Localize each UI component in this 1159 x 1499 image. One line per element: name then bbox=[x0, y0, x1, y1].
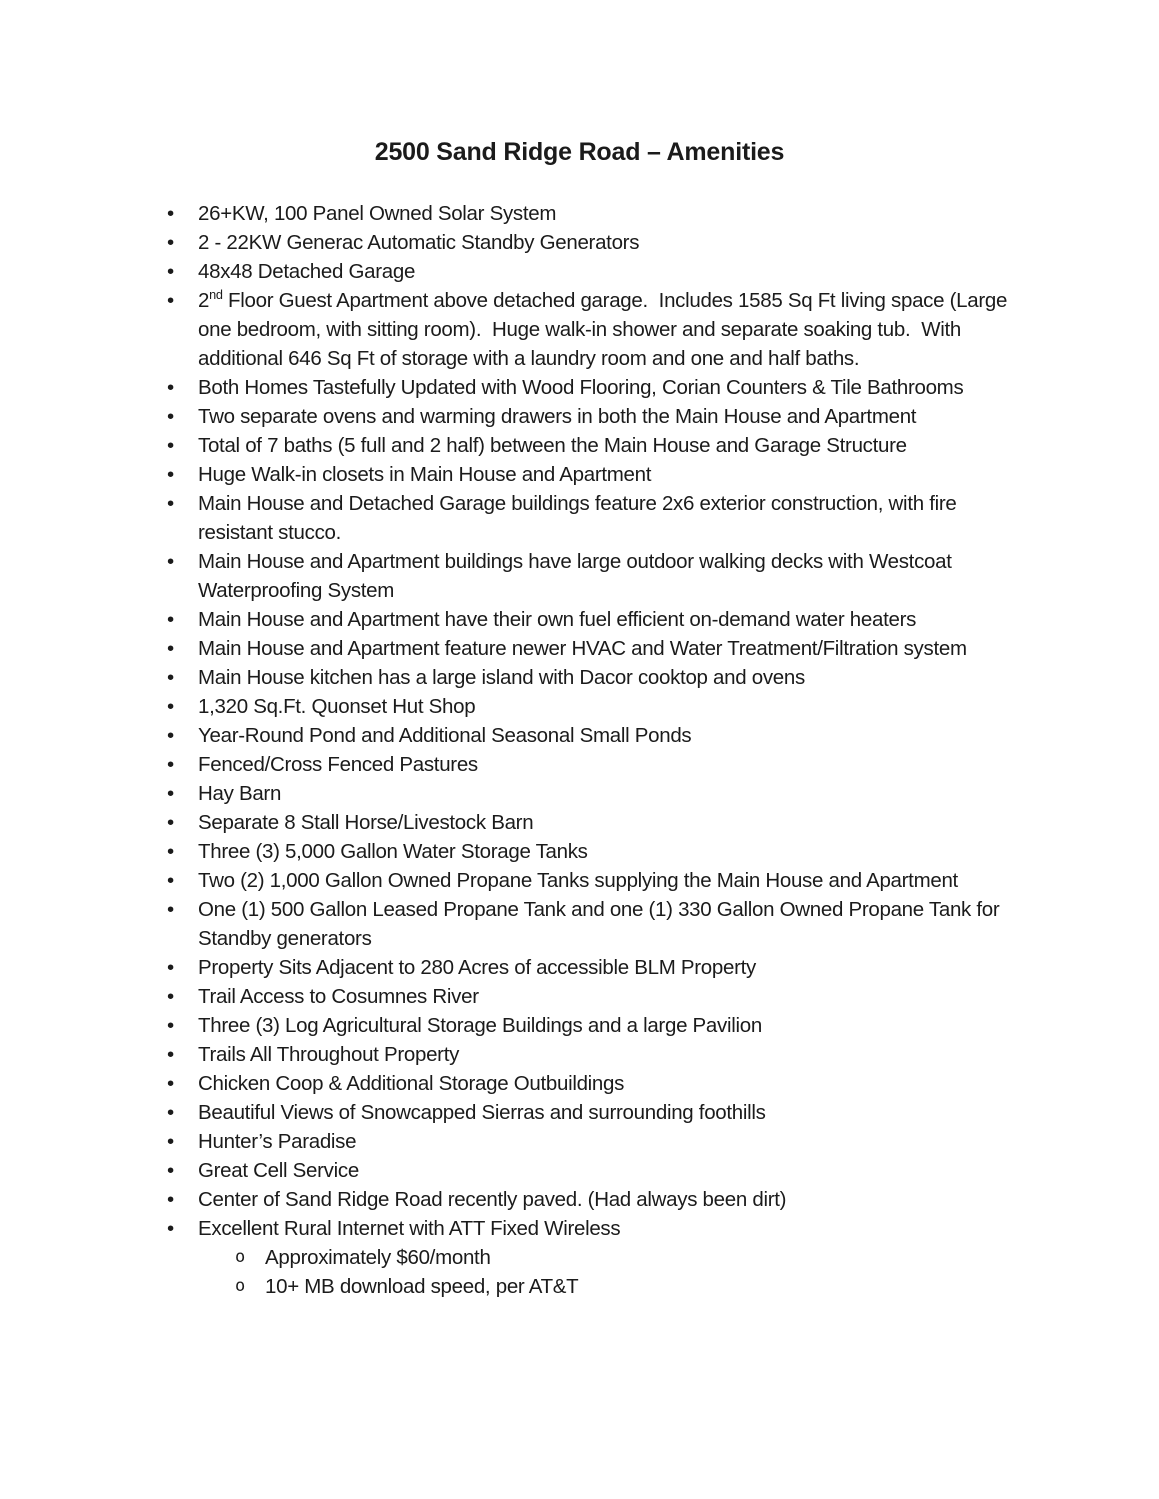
list-item-text: Separate 8 Stall Horse/Livestock Barn bbox=[198, 811, 534, 834]
list-item bbox=[140, 1040, 1019, 1069]
list-item-text: Main House and Apartment have their own fuel efficient on-demand water heaters bbox=[198, 608, 917, 631]
list-item-text: Center of Sand Ridge Road recently paved. (Had always been dirt) bbox=[198, 1188, 787, 1211]
list-item-text: Fenced/Cross Fenced Pastures bbox=[198, 753, 478, 776]
list-item-text: Two separate ovens and warming drawers in both the Main House and Apartment bbox=[198, 405, 917, 428]
amenities-list bbox=[140, 199, 1019, 1301]
list-item bbox=[140, 228, 1019, 257]
sub-list-item bbox=[198, 1243, 1019, 1272]
list-item-text: 1,320 Sq.Ft. Quonset Hut Shop bbox=[198, 695, 476, 718]
list-item-text: Trails All Throughout Property bbox=[198, 1043, 460, 1066]
list-item bbox=[140, 373, 1019, 402]
list-item bbox=[140, 1214, 1019, 1301]
page-title: 2500 Sand Ridge Road – Amenities bbox=[374, 138, 785, 166]
list-item-text: Main House and Detached Garage buildings feature 2x6 exterior construction, with fire resistant stucco. bbox=[198, 492, 962, 544]
list-item-text: Great Cell Service bbox=[198, 1159, 359, 1182]
list-item bbox=[140, 257, 1019, 286]
ordinal-suffix: nd bbox=[209, 287, 223, 303]
list-item bbox=[140, 1069, 1019, 1098]
list-item bbox=[140, 286, 1019, 373]
list-item bbox=[140, 692, 1019, 721]
list-item bbox=[140, 1127, 1019, 1156]
list-item bbox=[140, 837, 1019, 866]
list-item bbox=[140, 1185, 1019, 1214]
list-item-text: Hay Barn bbox=[198, 782, 282, 805]
list-item-text: Both Homes Tastefully Updated with Wood Flooring, Corian Counters & Tile Bathrooms bbox=[198, 376, 964, 399]
list-item bbox=[140, 663, 1019, 692]
list-item bbox=[140, 634, 1019, 663]
amenities-sub-list bbox=[198, 1243, 1019, 1301]
list-item-text: Main House and Apartment buildings have large outdoor walking decks with Westcoat Waterproofing System bbox=[198, 550, 958, 602]
list-item bbox=[140, 605, 1019, 634]
list-item-text: Huge Walk-in closets in Main House and Apartment bbox=[198, 463, 652, 486]
list-item bbox=[140, 402, 1019, 431]
list-item-text: 48x48 Detached Garage bbox=[198, 260, 416, 283]
list-item-text: Chicken Coop & Additional Storage Outbuildings bbox=[198, 1072, 625, 1095]
list-item-text: Beautiful Views of Snowcapped Sierras and surrounding foothills bbox=[198, 1101, 766, 1124]
list-item bbox=[140, 779, 1019, 808]
list-item bbox=[140, 808, 1019, 837]
list-item-text: 26+KW, 100 Panel Owned Solar System bbox=[198, 202, 557, 225]
ordinal-number: 2 bbox=[198, 289, 210, 312]
list-item-text: Two (2) 1,000 Gallon Owned Propane Tanks supplying the Main House and Apartment bbox=[198, 869, 958, 892]
sub-list-item-text: 10+ MB download speed, per AT&T bbox=[265, 1275, 579, 1298]
list-item bbox=[140, 199, 1019, 228]
list-item-text: Property Sits Adjacent to 280 Acres of accessible BLM Property bbox=[198, 956, 756, 979]
list-item bbox=[140, 982, 1019, 1011]
list-item bbox=[140, 1156, 1019, 1185]
list-item-text-rest: Floor Guest Apartment above detached garage. Includes 1585 Sq Ft living space (Large one bedroom, with sitting room). Huge walk-in shower and separate soaking tub. With additional 646 Sq Ft of storage with a laundry room and one and half baths. bbox=[198, 289, 1013, 370]
list-item-text: 2 - 22KW Generac Automatic Standby Generators bbox=[198, 231, 640, 254]
list-item-text: Three (3) Log Agricultural Storage Buildings and a large Pavilion bbox=[198, 1014, 762, 1037]
list-item bbox=[140, 460, 1019, 489]
list-item-text: Total of 7 baths (5 full and 2 half) between the Main House and Garage Structure bbox=[198, 434, 907, 457]
list-item-text: Three (3) 5,000 Gallon Water Storage Tanks bbox=[198, 840, 588, 863]
list-item bbox=[140, 866, 1019, 895]
list-item-text: Trail Access to Cosumnes River bbox=[198, 985, 479, 1008]
list-item bbox=[140, 750, 1019, 779]
list-item bbox=[140, 547, 1019, 605]
list-item-text: Hunter’s Paradise bbox=[198, 1130, 357, 1153]
list-item-text: Excellent Rural Internet with ATT Fixed Wireless bbox=[198, 1217, 621, 1240]
list-item-text bbox=[198, 289, 1013, 370]
list-item bbox=[140, 489, 1019, 547]
list-item-text: One (1) 500 Gallon Leased Propane Tank and one (1) 330 Gallon Owned Propane Tank for Standby generators bbox=[198, 898, 1005, 950]
list-item bbox=[140, 721, 1019, 750]
list-item bbox=[140, 1098, 1019, 1127]
list-item-text: Year-Round Pond and Additional Seasonal Small Ponds bbox=[198, 724, 692, 747]
list-item bbox=[140, 1011, 1019, 1040]
sub-list-item-text: Approximately $60/month bbox=[265, 1246, 491, 1269]
list-item-text: Main House and Apartment feature newer HVAC and Water Treatment/Filtration system bbox=[198, 637, 967, 660]
list-item-text: Main House kitchen has a large island with Dacor cooktop and ovens bbox=[198, 666, 805, 689]
list-item bbox=[140, 895, 1019, 953]
sub-list-item bbox=[198, 1272, 1019, 1301]
list-item bbox=[140, 431, 1019, 460]
list-item bbox=[140, 953, 1019, 982]
